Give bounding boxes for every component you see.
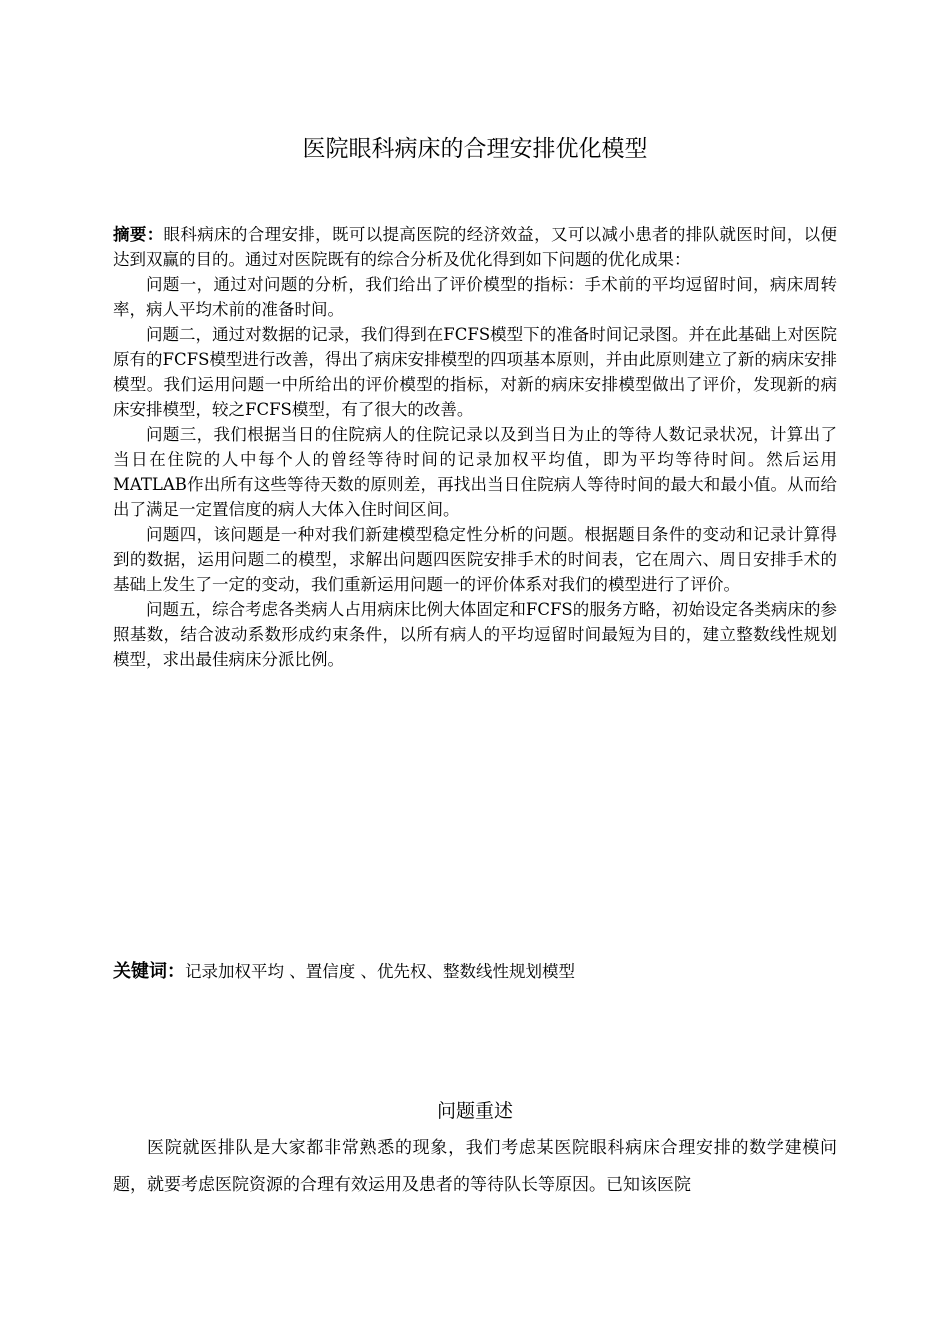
abstract-paragraph-3: 问题三，我们根据当日的住院病人的住院记录以及到当日为止的等待人数记录状况，计算出了当日在住院的人中每个人的曾经等待时间的记录加权平均值，即为平均等待时间。然后运用MATLAB作出所有这些等待天数的原则差，再找出当日住院病人等待时间的最大和最小值。从而给出了满足一定置信度的病人大体入住时间区间。 (113, 425, 837, 519)
abstract-paragraph-2: 问题二，通过对数据的记录，我们得到在FCFS模型下的准备时间记录图。并在此基础上对医院原有的FCFS模型进行改善，得出了病床安排模型的四项基本原则，并由此原则建立了新的病床安排模型。我们运用问题一中所给出的评价模型的指标，对新的病床安排模型做出了评价，发现新的病床安排模型，较之FCFS模型，有了很大的改善。 (113, 325, 837, 419)
abstract (113, 222, 837, 672)
abstract-paragraph-5: 问题五，综合考虑各类病人占用病床比例大体固定和FCFS的服务方略，初始设定各类病床的参照基数，结合波动系数形成约束条件，以所有病人的平均逗留时间最短为目的，建立整数线性规划模型，求出最佳病床分派比例。 (113, 600, 837, 669)
section-paragraph: 医院就医排队是大家都非常熟悉的现象，我们考虑某医院眼科病床合理安排的数学建模问题，就要考虑医院资源的合理有效运用及患者的等待队长等原因。已知该医院 (113, 1138, 837, 1195)
abstract-paragraph-4: 问题四，该问题是一种对我们新建模型稳定性分析的问题。根据题目条件的变动和记录计算得到的数据，运用问题二的模型，求解出问题四医院安排手术的时间表，它在周六、周日安排手术的基础上发生了一定的变动，我们重新运用问题一的评价体系对我们的模型进行了评价。 (113, 525, 837, 594)
keywords (113, 958, 837, 986)
abstract-intro (113, 222, 837, 272)
page-title: 医院眼科病床的合理安排优化模型 (302, 136, 648, 162)
keywords-label: 关键词： (113, 961, 185, 982)
keywords-text: 记录加权平均 、置信度 、优先权、整数线性规划模型 (185, 962, 575, 981)
abstract-paragraph-1: 问题一，通过对问题的分析，我们给出了评价模型的指标：手术前的平均逗留时间，病床周转率，病人平均术前的准备时间。 (113, 275, 837, 319)
section-title: 问题重述 (436, 1100, 513, 1122)
abstract-intro-text: 眼科病床的合理安排，既可以提高医院的经济效益，又可以减小患者的排队就医时间，以便达到双赢的目的。通过对医院既有的综合分析及优化得到如下问题的优化成果： (113, 225, 838, 269)
abstract-label: 摘要： (113, 225, 164, 244)
